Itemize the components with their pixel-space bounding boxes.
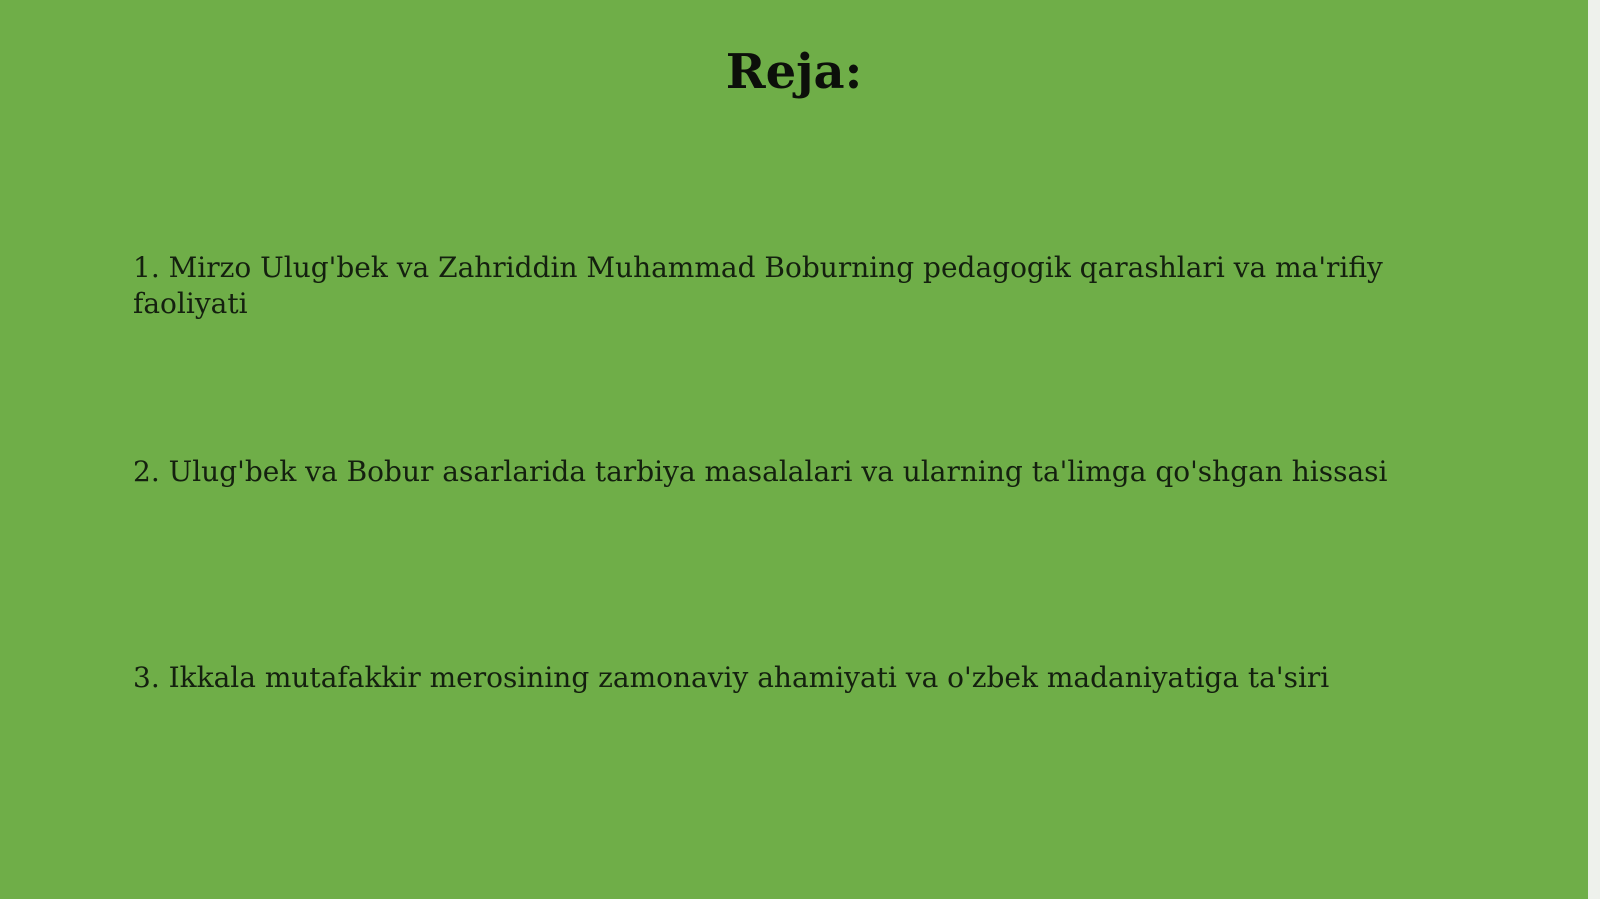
slide-title: Reja: bbox=[725, 44, 863, 100]
plan-item-1: 1. Mirzo Ulug'bek va Zahriddin Muhammad Boburning pedagogik qarashlari va ma'rifiy faoliyati bbox=[133, 251, 1383, 320]
plan-item-2: 2. Ulug'bek va Bobur asarlarida tarbiya masalalari va ularning ta'limga qo'shgan hissasi bbox=[133, 455, 1388, 488]
plan-item-3: 3. Ikkala mutafakkir merosining zamonaviy ahamiyati va o'zbek madaniyatiga ta'siri bbox=[133, 661, 1330, 694]
